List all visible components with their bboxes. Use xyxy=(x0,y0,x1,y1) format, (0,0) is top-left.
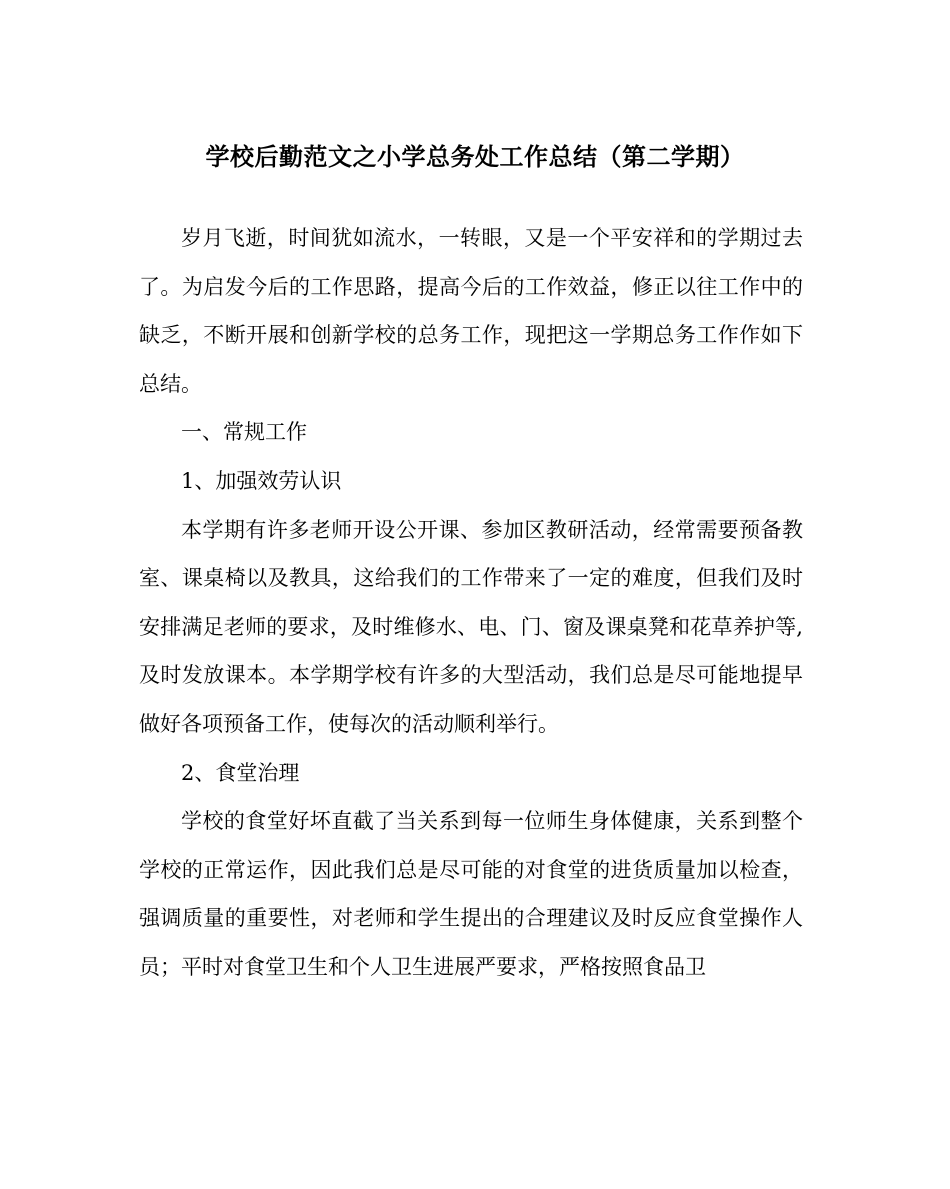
section-heading-routine-work: 一、常规工作 xyxy=(181,420,307,445)
intro-paragraph: 岁月飞逝，时间犹如流水，一转眼，又是一个平安祥和的学期过去了。为启发今后的工作思路，提高今后的工作效益，修正以往工作中的缺乏，不断开展和创新学校的总务工作，现把这一学期总务工作作如下总结。 xyxy=(139,226,803,396)
subheading-service-awareness: 1、加强效劳认识 xyxy=(181,468,342,493)
document-body xyxy=(139,214,803,992)
service-paragraph: 本学期有许多老师开设公开课、参加区教研活动，经常需要预备教室、课桌椅以及教具，这给我们的工作带来了一定的难度，但我们及时安排满足老师的要求，及时维修水、电、门、窗及课桌凳和花草养护等,及时发放课本。本学期学校有许多的大型活动，我们总是尽可能地提早做好各项预备工作，使每次的活动顺利举行。 xyxy=(139,517,803,736)
document-title: 学校后勤范文之小学总务处工作总结（第二学期） xyxy=(205,142,745,171)
subheading-canteen-management: 2、食堂治理 xyxy=(181,760,300,785)
canteen-paragraph: 学校的食堂好坏直截了当关系到每一位师生身体健康，关系到整个学校的正常运作，因此我们总是尽可能的对食堂的进货质量加以检查，强调质量的重要性，对老师和学生提出的合理建议及时反应食堂操作人员；平时对食堂卫生和个人卫生进展严要求，严格按照食品卫 xyxy=(139,809,803,979)
